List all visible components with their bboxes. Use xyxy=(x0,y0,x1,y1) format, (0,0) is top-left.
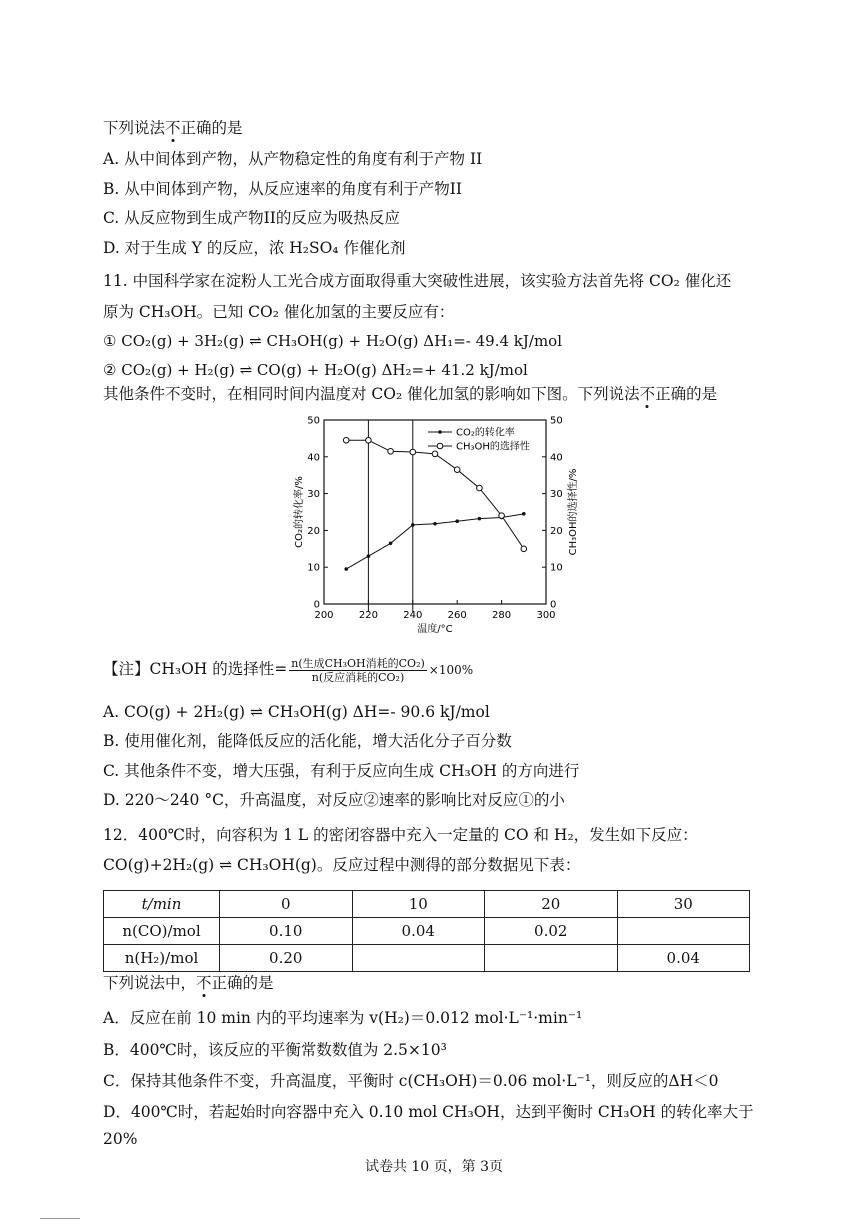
q11-option-d: D. 220～240 °C，升高温度，对反应②速率的影响比对反应①的小 xyxy=(103,791,565,809)
data-point-selectivity xyxy=(499,513,505,519)
data-point-selectivity xyxy=(521,546,527,552)
table-row xyxy=(104,891,750,918)
data-point-selectivity xyxy=(432,451,438,457)
y-tick-label-right: 30 xyxy=(550,489,563,501)
table-cell: 0.04 xyxy=(352,918,485,945)
y-tick-label-left: 50 xyxy=(307,415,320,427)
y-tick-label-left: 0 xyxy=(313,599,320,611)
data-point-conversion xyxy=(389,541,393,545)
q11-reaction-1: ① CO₂(g) + 3H₂(g) ⇌ CH₃OH(g) + H₂O(g) ΔH₁=- 49.4 kJ/mol xyxy=(103,332,562,350)
y-tick-label-right: 50 xyxy=(550,415,563,427)
table-cell: 0.10 xyxy=(220,918,353,945)
q12-line2: CO(g)+2H₂(g) ⇌ CH₃OH(g)。反应过程中测得的部分数据见下表： xyxy=(103,856,581,874)
y-tick-label-left: 20 xyxy=(307,525,320,537)
y-tick-label-left: 30 xyxy=(307,489,320,501)
q11-stem xyxy=(103,384,717,404)
data-point-conversion xyxy=(455,519,459,523)
x-tick-label: 240 xyxy=(403,610,423,621)
q11-line2: 原为 CH₃OH。已知 CO₂ 催化加氢的主要反应有： xyxy=(103,303,455,321)
table-cell: n(CO)/mol xyxy=(104,918,220,945)
q11-line1: 11. 中国科学家在淀粉人工光合成方面取得重大突破性进展，该实验方法首先将 CO₂ 催化还 xyxy=(103,272,732,290)
note-numerator: n(生成CH₃OH消耗的CO₂) xyxy=(291,656,425,670)
q11-option-b: B. 使用催化剂，能降低反应的活化能，增大活化分子百分数 xyxy=(103,732,512,750)
q10-option-d: D. 对于生成 Y 的反应，浓 H₂SO₄ 作催化剂 xyxy=(103,239,406,257)
q12-stem-a: 下列说法中， xyxy=(103,974,197,992)
table-row xyxy=(104,918,750,945)
data-point-selectivity xyxy=(343,437,349,443)
q12-option-d-cont: 20% xyxy=(103,1130,138,1148)
table-cell: t/min xyxy=(104,891,220,918)
q12-option-c: C．保持其他条件不变，升高温度，平衡时 c(CH₃OH)＝0.06 mol·L⁻¹，则反应的ΔH＜0 xyxy=(103,1072,719,1090)
data-point-conversion xyxy=(411,523,415,527)
y-tick-label-right: 40 xyxy=(550,452,563,464)
table-cell: 0.02 xyxy=(485,918,618,945)
data-point-selectivity xyxy=(366,437,372,443)
data-point-conversion xyxy=(433,522,437,526)
data-point-selectivity xyxy=(410,449,416,455)
legend-marker-selectivity xyxy=(437,443,443,449)
x-tick-label: 220 xyxy=(358,610,378,621)
y-axis-label-right: CH₃OH的选择性/% xyxy=(568,468,579,556)
q12-stem xyxy=(103,973,274,993)
q11-note xyxy=(103,655,473,684)
q11-reaction-2: ② CO₂(g) + H₂(g) ⇌ CO(g) + H₂O(g) ΔH₂=+ 41.2 kJ/mol xyxy=(103,361,528,379)
q12-option-b: B．400℃时，该反应的平衡常数数值为 2.5×10³ xyxy=(103,1041,447,1059)
y-axis-label-left: CO₂的转化率/% xyxy=(294,476,305,548)
x-tick-label: 260 xyxy=(447,610,467,621)
table-cell: n(H₂)/mol xyxy=(104,945,220,972)
table-cell xyxy=(352,945,485,972)
q10-stem-emphasis: 不 xyxy=(165,119,181,137)
q11-option-c: C. 其他条件不变，增大压强，有利于反应向生成 CH₃OH 的方向进行 xyxy=(103,762,580,780)
q10-stem-a: 下列说法 xyxy=(103,119,166,137)
q10-option-b: B. 从中间体到产物，从反应速率的角度有利于产物II xyxy=(103,180,462,198)
q11-chart xyxy=(290,410,590,640)
page-footer: 试卷共 10 页，第 3页 xyxy=(364,1159,504,1175)
data-point-selectivity xyxy=(477,485,483,491)
legend-marker-conversion xyxy=(438,430,442,434)
q10-stem xyxy=(103,118,243,138)
data-point-selectivity xyxy=(454,467,460,473)
note-tail: ×100% xyxy=(428,663,474,677)
table-cell: 0.20 xyxy=(220,945,353,972)
q12-line1: 12．400℃时，向容积为 1 L 的密闭容器中充入一定量的 CO 和 H₂，发生如下反应： xyxy=(103,826,698,844)
note-fraction xyxy=(289,657,427,684)
legend-label-conversion: CO₂的转化率 xyxy=(456,427,515,439)
q12-data-table xyxy=(103,890,750,972)
q11-option-a: A. CO(g) + 2H₂(g) ⇌ CH₃OH(g) ΔH=- 90.6 kJ/mol xyxy=(103,703,490,721)
data-point-conversion xyxy=(478,517,482,521)
q10-option-a: A. 从中间体到产物，从产物稳定性的角度有利于产物 II xyxy=(103,150,483,168)
table-row xyxy=(104,945,750,972)
q10-option-c: C. 从反应物到生成产物II的反应为吸热反应 xyxy=(103,209,400,227)
q11-stem-emphasis: 不 xyxy=(639,385,656,403)
x-tick-label: 280 xyxy=(492,610,512,621)
q12-stem-emphasis: 不 xyxy=(196,974,212,992)
table-cell: 0 xyxy=(220,891,353,918)
table-cell: 30 xyxy=(617,891,750,918)
y-tick-label-right: 10 xyxy=(550,562,563,574)
divider xyxy=(40,1218,80,1219)
table-cell: 0.04 xyxy=(617,945,750,972)
q11-stem-b: 正确的是 xyxy=(655,385,718,403)
y-tick-label-left: 10 xyxy=(307,562,320,574)
x-axis-label: 温度/°C xyxy=(417,624,453,635)
q12-option-d: D．400℃时，若起始时向容器中充入 0.10 mol CH₃OH，达到平衡时 CH₃OH 的转化率大于 xyxy=(103,1103,754,1121)
y-tick-label-right: 20 xyxy=(550,525,563,537)
x-tick-label: 300 xyxy=(536,610,556,621)
x-tick-label: 200 xyxy=(314,610,334,621)
data-point-conversion xyxy=(344,567,348,571)
q10-stem-b: 正确的是 xyxy=(180,119,243,137)
note-label: 【注】CH₃OH 的选择性= xyxy=(103,660,288,678)
table-cell xyxy=(485,945,618,972)
table-cell xyxy=(617,918,750,945)
q11-chart-svg xyxy=(290,410,590,640)
table-cell: 10 xyxy=(352,891,485,918)
y-tick-label-right: 0 xyxy=(550,599,557,611)
data-point-selectivity xyxy=(388,448,394,454)
data-point-conversion xyxy=(522,512,526,516)
q12-stem-b: 正确的是 xyxy=(211,974,274,992)
note-denominator: n(反应消耗的CO₂) xyxy=(311,670,405,684)
q11-stem-a: 其他条件不变时，在相同时间内温度对 CO₂ 催化加氢的影响如下图。下列说法 xyxy=(103,385,640,403)
data-point-conversion xyxy=(367,554,371,558)
y-tick-label-left: 40 xyxy=(307,452,320,464)
q12-option-a: A．反应在前 10 min 内的平均速率为 v(H₂)＝0.012 mol·L⁻¹·min⁻¹ xyxy=(103,1009,583,1027)
legend-label-selectivity: CH₃OH的选择性 xyxy=(456,441,530,453)
table-cell: 20 xyxy=(485,891,618,918)
